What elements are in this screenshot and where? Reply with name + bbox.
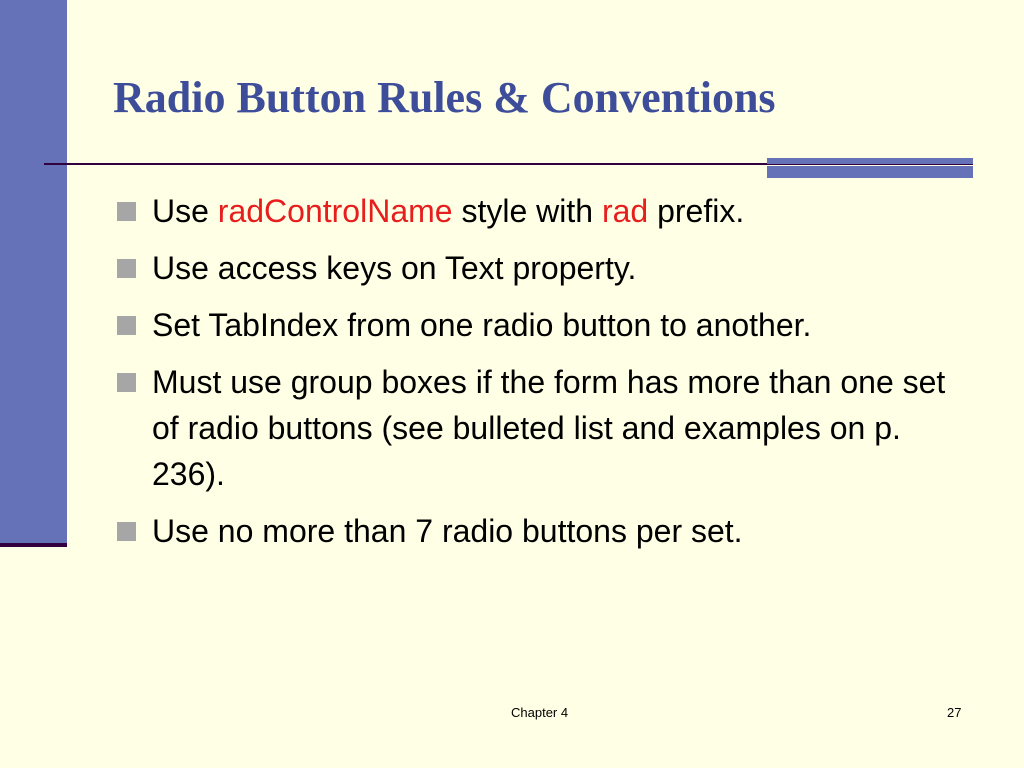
footer-page-number: 27 xyxy=(947,705,962,720)
square-bullet-icon xyxy=(117,522,136,541)
bullet-list xyxy=(115,188,975,565)
footer-chapter-label: Chapter 4 xyxy=(511,705,569,720)
bullet-item xyxy=(115,302,975,348)
bullet-item xyxy=(115,359,975,497)
highlighted-term: rad xyxy=(601,193,649,229)
bullet-text: Use no more than 7 radio buttons per set. xyxy=(152,513,743,549)
title-accent-bar-bottom xyxy=(767,166,973,178)
slide-title: Radio Button Rules & Conventions xyxy=(113,73,776,122)
bullet-item xyxy=(115,508,975,554)
square-bullet-icon xyxy=(117,202,136,221)
bullet-text-segment: style with xyxy=(452,193,602,229)
bullet-text: Set TabIndex from one radio button to another. xyxy=(152,307,812,343)
left-accent-bar-base xyxy=(0,543,67,547)
bullet-item xyxy=(115,188,975,234)
square-bullet-icon xyxy=(117,373,136,392)
square-bullet-icon xyxy=(117,259,136,278)
bullet-item xyxy=(115,245,975,291)
square-bullet-icon xyxy=(117,316,136,335)
bullet-text-segment: prefix. xyxy=(648,193,745,229)
title-accent-bar-top xyxy=(767,158,973,164)
bullet-text-segment: Use xyxy=(152,193,218,229)
bullet-text: Use access keys on Text property. xyxy=(152,250,637,286)
highlighted-term: radControlName xyxy=(217,193,453,229)
bullet-text: Must use group boxes if the form has more than one set of radio buttons (see bulleted list and examples on p. 236). xyxy=(152,364,946,492)
left-accent-bar xyxy=(0,0,67,543)
